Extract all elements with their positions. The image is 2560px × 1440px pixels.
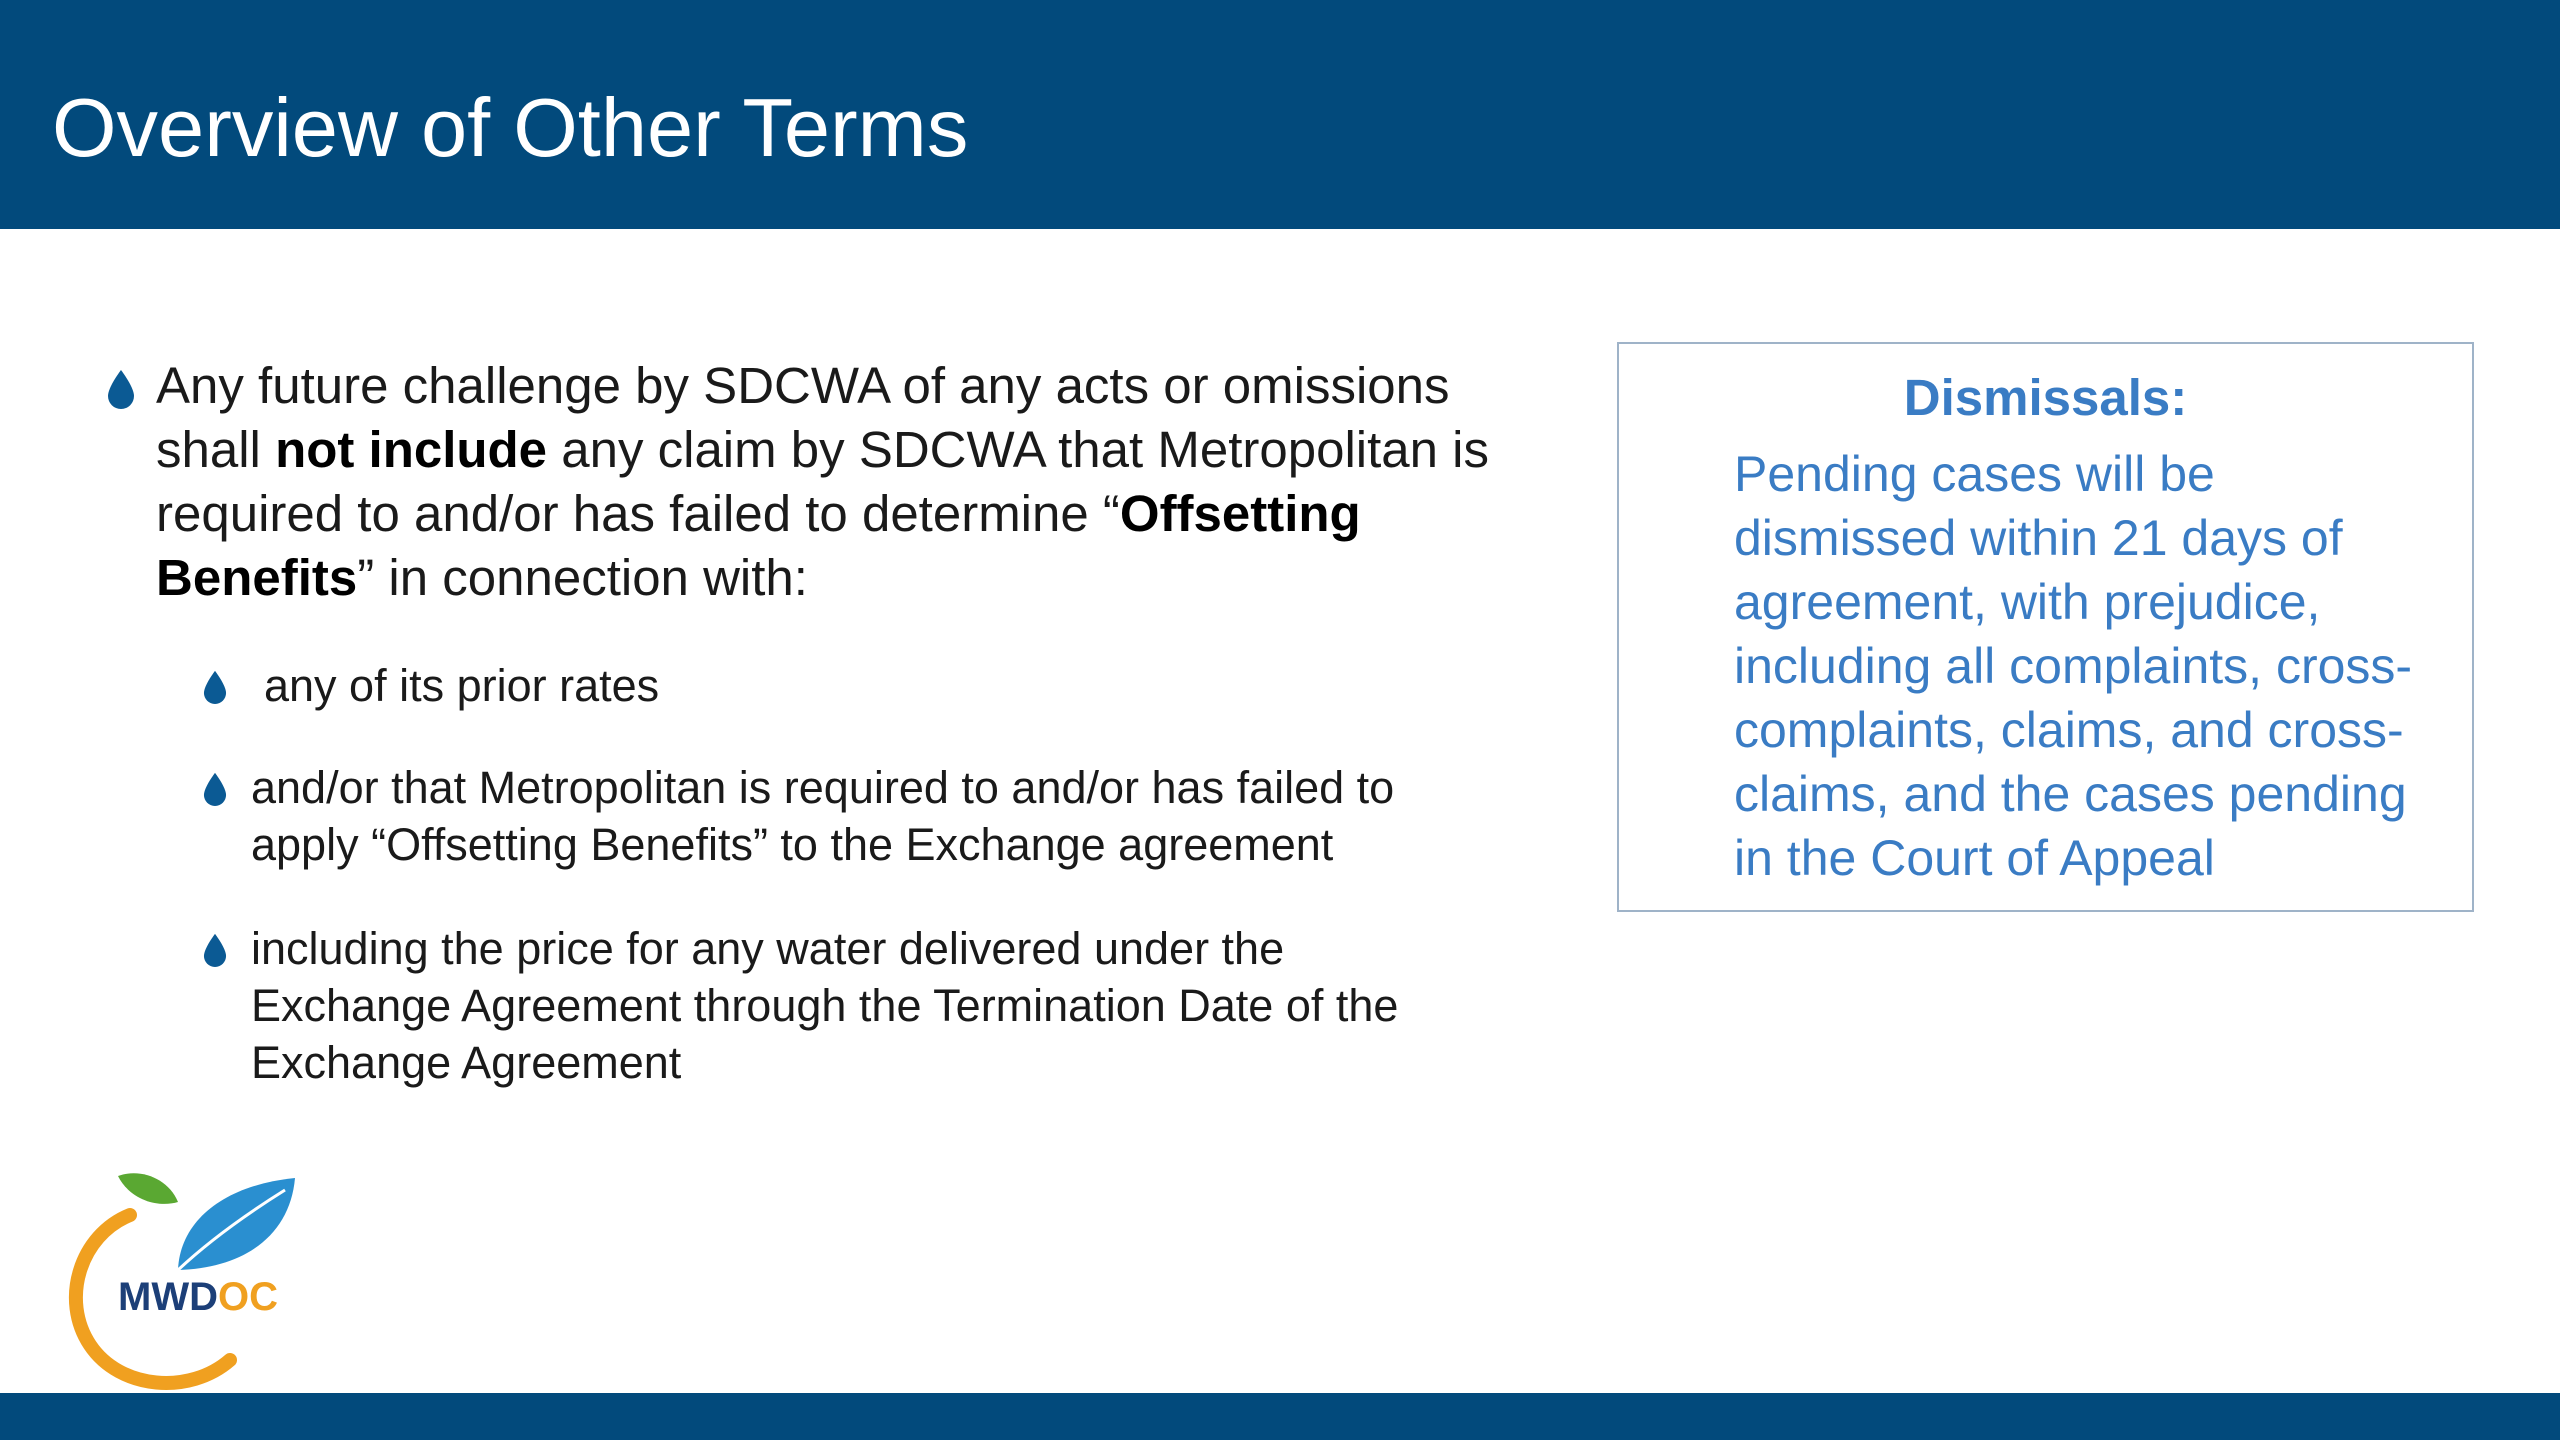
dismissals-line: in the Court of Appeal xyxy=(1734,830,2215,886)
dismissals-line: claims, and the cases pending xyxy=(1734,766,2407,822)
main-bullet-text xyxy=(156,354,1556,610)
title-bar xyxy=(0,0,2560,229)
sub-bullet-2 xyxy=(251,759,1394,873)
footer-bar xyxy=(0,1393,2560,1440)
main-bullet-part3: ” in connection with: xyxy=(357,549,808,606)
sub-bullet-line: apply “Offsetting Benefits” to the Exchange agreement xyxy=(251,819,1334,870)
dismissals-box xyxy=(1617,342,2474,912)
sub-bullet-line: Exchange Agreement xyxy=(251,1037,682,1088)
dismissals-line: agreement, with prejudice, xyxy=(1734,574,2321,630)
bullet-drop-icon xyxy=(106,369,136,409)
sub-bullet-line: Exchange Agreement through the Termination Date of the xyxy=(251,980,1399,1031)
main-bullet-bold-offsetting-benefits: Offsetting Benefits xyxy=(156,485,1361,606)
logo-green-leaf-icon xyxy=(118,1173,178,1204)
dismissals-title: Dismissals: xyxy=(1903,369,2188,426)
slide-title: Overview of Other Terms xyxy=(52,81,969,174)
dismissals-line: dismissed within 21 days of xyxy=(1734,510,2343,566)
logo-text-mwd: MWD xyxy=(118,1275,218,1319)
dismissals-line: Pending cases will be xyxy=(1734,446,2215,502)
sub-bullet-line: any of its prior rates xyxy=(264,660,660,711)
logo-text-oc: OC xyxy=(217,1275,278,1319)
sub-bullet-drop-icon xyxy=(202,933,228,967)
sub-bullet-drop-icon xyxy=(202,772,228,806)
sub-bullet-3 xyxy=(251,920,1398,1091)
main-bullet-part2: any claim by SDCWA that Metropolitan is required to and/or has failed to determine “ xyxy=(156,421,1490,542)
mwdoc-logo xyxy=(60,1160,310,1390)
dismissals-line: complaints, claims, and cross- xyxy=(1734,702,2404,758)
sub-bullet-1 xyxy=(264,657,659,714)
sub-bullet-line: and/or that Metropolitan is required to and/or has failed to xyxy=(251,762,1395,813)
sub-bullet-drop-icon xyxy=(202,670,228,704)
svg-text:MWDOC xyxy=(118,1275,278,1319)
main-bullet-bold-not-include: not include xyxy=(275,421,548,478)
dismissals-line: including all complaints, cross- xyxy=(1734,638,2413,694)
dismissals-body xyxy=(1734,442,2464,890)
sub-bullet-line: including the price for any water delivered under the xyxy=(251,923,1285,974)
main-bullet-part1: Any future challenge by SDCWA of any acts or omissions shall xyxy=(156,357,1450,478)
